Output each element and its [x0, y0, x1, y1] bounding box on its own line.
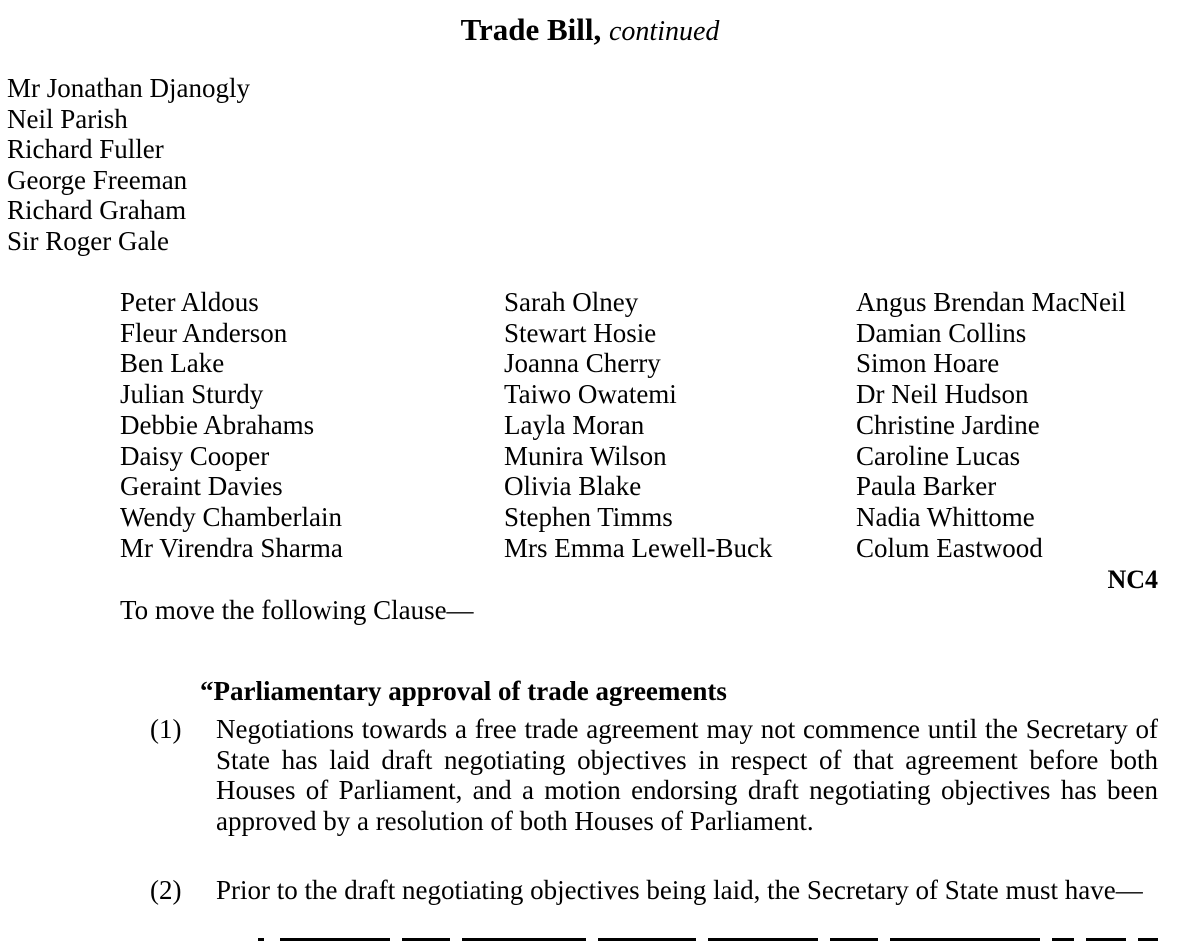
supporter-name: Joanna Cherry: [504, 348, 661, 379]
supporter-name: Munira Wilson: [504, 440, 667, 471]
supporter-name: Stewart Hosie: [504, 317, 657, 348]
bill-title: Trade Bill,: [460, 12, 602, 47]
supporters-column-1: [120, 287, 343, 563]
supporter-name: Damian Collins: [856, 317, 1027, 348]
supporter-name: Debbie Abrahams: [120, 409, 315, 440]
lead-name: Richard Fuller: [7, 134, 164, 165]
lead-name: Mr Jonathan Djanogly: [7, 73, 250, 103]
continued-label: continued: [608, 16, 720, 47]
supporter-name: Layla Moran: [504, 409, 645, 440]
supporter-name: Stephen Timms: [504, 501, 673, 532]
supporter-name: Sarah Olney: [504, 287, 639, 317]
subsection-number: (1): [150, 714, 182, 744]
supporter-name: Wendy Chamberlain: [120, 501, 343, 532]
supporter-name: Daisy Cooper: [120, 440, 270, 471]
subsection-number: (2): [150, 875, 182, 905]
supporter-name: Nadia Whittome: [856, 501, 1035, 532]
supporter-name: Peter Aldous: [120, 287, 259, 317]
subsection-text: Prior to the draft negotiating objectives being laid, the Secretary of State must have—: [216, 875, 1143, 905]
supporter-name: Angus Brendan MacNeil: [856, 287, 1126, 317]
supporter-name: Mr Virendra Sharma: [120, 532, 343, 563]
cut-off-text-line: [216, 938, 1160, 948]
supporter-name: Dr Neil Hudson: [856, 379, 1029, 410]
move-instruction: To move the following Clause—: [120, 595, 474, 625]
lead-names-list: [7, 73, 250, 257]
lead-name: Neil Parish: [7, 103, 128, 134]
supporter-name: Taiwo Owatemi: [504, 379, 677, 410]
supporter-name: Ben Lake: [120, 348, 225, 379]
supporters-column-3: [856, 287, 1126, 563]
supporter-name: Christine Jardine: [856, 409, 1040, 440]
lead-name: Richard Graham: [7, 195, 187, 226]
supporter-name: Fleur Anderson: [120, 317, 288, 348]
supporter-name: Paula Barker: [856, 471, 997, 502]
subsection-1: [150, 714, 1158, 836]
lead-name: Sir Roger Gale: [7, 225, 169, 256]
supporters-column-2: [504, 287, 772, 563]
clause-number: NC4: [1107, 565, 1158, 594]
supporter-name: Julian Sturdy: [120, 379, 264, 410]
page-title: [0, 10, 1180, 52]
subsection-text: Negotiations towards a free trade agreement may not commence until the Secretary of State has laid draft negotiating objectives in respect of that agreement before both Houses of Parliament, and a motion endorsing draft negotiating objectives has been approved by a resolution of both Houses of Parliament.: [216, 714, 1158, 836]
supporter-name: Colum Eastwood: [856, 532, 1043, 563]
clause-heading: “Parliamentary approval of trade agreements: [200, 676, 727, 706]
subsection-2: [150, 875, 1158, 906]
supporter-name: Caroline Lucas: [856, 440, 1021, 471]
supporter-name: Geraint Davies: [120, 471, 283, 502]
supporter-name: Mrs Emma Lewell-Buck: [504, 532, 773, 563]
supporter-name: Olivia Blake: [504, 471, 642, 502]
supporter-name: Simon Hoare: [856, 348, 1000, 379]
lead-name: George Freeman: [7, 164, 188, 195]
